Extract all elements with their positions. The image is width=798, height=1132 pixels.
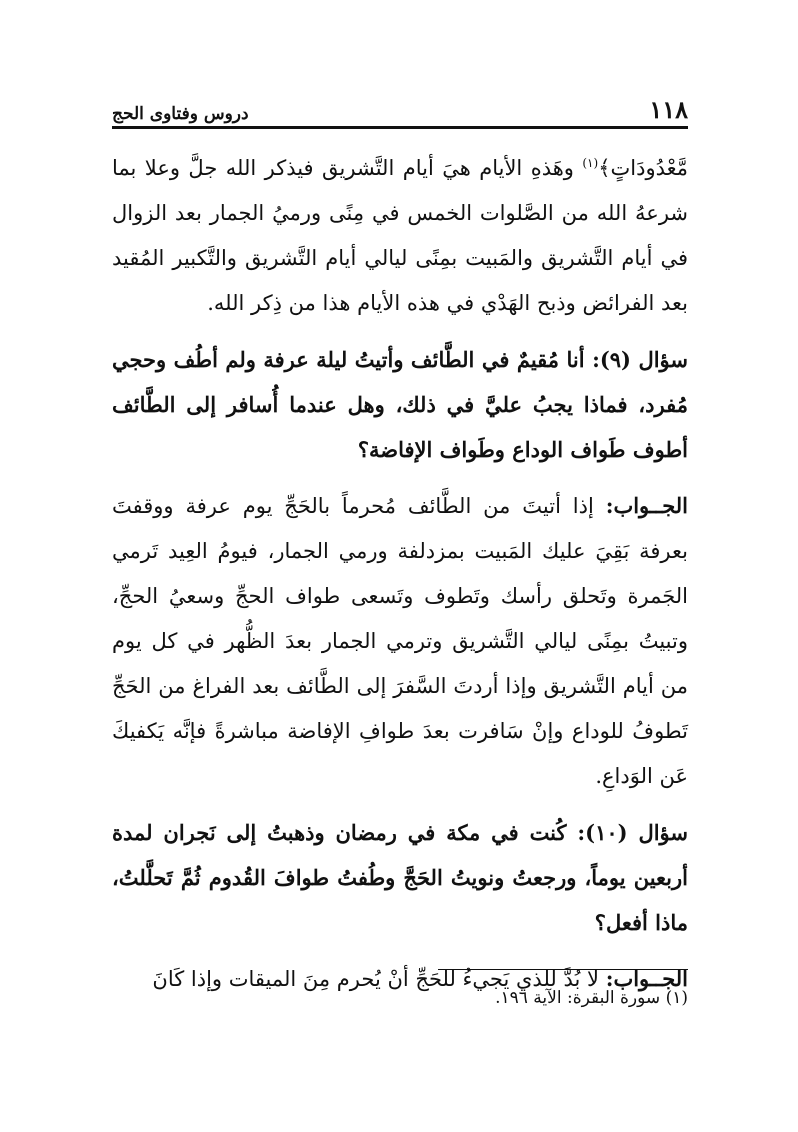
page-header — [112, 88, 688, 129]
answer-9 — [112, 483, 688, 799]
answer-text: إذا أتيتَ من الطَّائف مُحرماً بالحَجِّ يوم عرفة ووقفتَ بعرفة بَقِيَ عليك المَبيت بمزدلفة ورمي الجمار، فيومُ العِيد تَرمي الجَمرة وتَحلق رأسك وتَطوف وتَسعى طواف الحجِّ وسعيُ الحجِّ، وتبيتُ بمِنًى ليالي التَّشريق وترمي الجمار بعدَ الظُّهر في كل يوم من أيام التَّشريق وإذا أردتَ السَّفرَ إلى الطَّائف بعد الفراغ من الحَجِّ تَطوفُ للوداع وإنْ سَافرت بعدَ طوافِ الإفاضة مباشرةً فإنَّه يَكفيكَ عَن الوَداعِ. — [112, 494, 688, 788]
page-number: ١١٨ — [649, 95, 688, 124]
answer-text: لا بُدَّ للذي يَجيءُ للحَجِّ أنْ يُحرم مِنَ الميقات وإذا كَانَ — [152, 967, 606, 991]
footnote: (١) سورة البقرة: الآية ١٩٦. — [495, 988, 688, 1008]
question-text: أنا مُقيمٌ في الطَّائف وأتيتُ ليلة عرفة ولم أطُف وحجي مُفرد، فماذا يجبُ عليَّ في ذلك، وهل عندما أُسافر إلى الطَّائف أطوف طَواف الوداع وطَواف الإفاضة؟ — [112, 347, 688, 462]
paragraph-text: وهَذهِ الأيام هيَ أيام التَّشريق فيذكر الله جلَّ وعلا بما شرعهُ الله من الصَّلوات الخمس في مِنًى ورميُ الجمار بعد الزوال في أيام التَّشريق والمَبيت بمِنًى ليالي أيام التَّشريق والتَّكبير المُقيد بعد الفرائض وذبح الهَدْي في هذه الأيام هذا من ذِكر الله. — [112, 156, 688, 315]
answer-label: الجــواب: — [605, 493, 688, 518]
paragraph-intro — [112, 146, 688, 326]
question-label: سؤال (٩): — [592, 347, 688, 372]
question-text: كُنت في مكة في رمضان وذهبتُ إلى نَجران لمدة أربعين يوماً، ورجعتُ ونويتُ الحَجَّ وطُفتُ طوافَ القُدوم ثُمَّ تَحلَّلتُ، ماذا أفعل؟ — [112, 820, 688, 935]
quran-verse-fragment: مَّعْدُودَاتٍ﴾ — [598, 156, 688, 180]
question-10 — [112, 810, 688, 945]
question-label: سؤال (١٠): — [577, 820, 688, 845]
footnote-divider — [438, 969, 688, 970]
footnote-marker: (١) — [582, 156, 599, 170]
page-body — [112, 146, 688, 1002]
question-9 — [112, 337, 688, 472]
running-title: دروس وفتاوى الحج — [112, 104, 249, 124]
answer-label: الجــواب: — [605, 966, 688, 991]
